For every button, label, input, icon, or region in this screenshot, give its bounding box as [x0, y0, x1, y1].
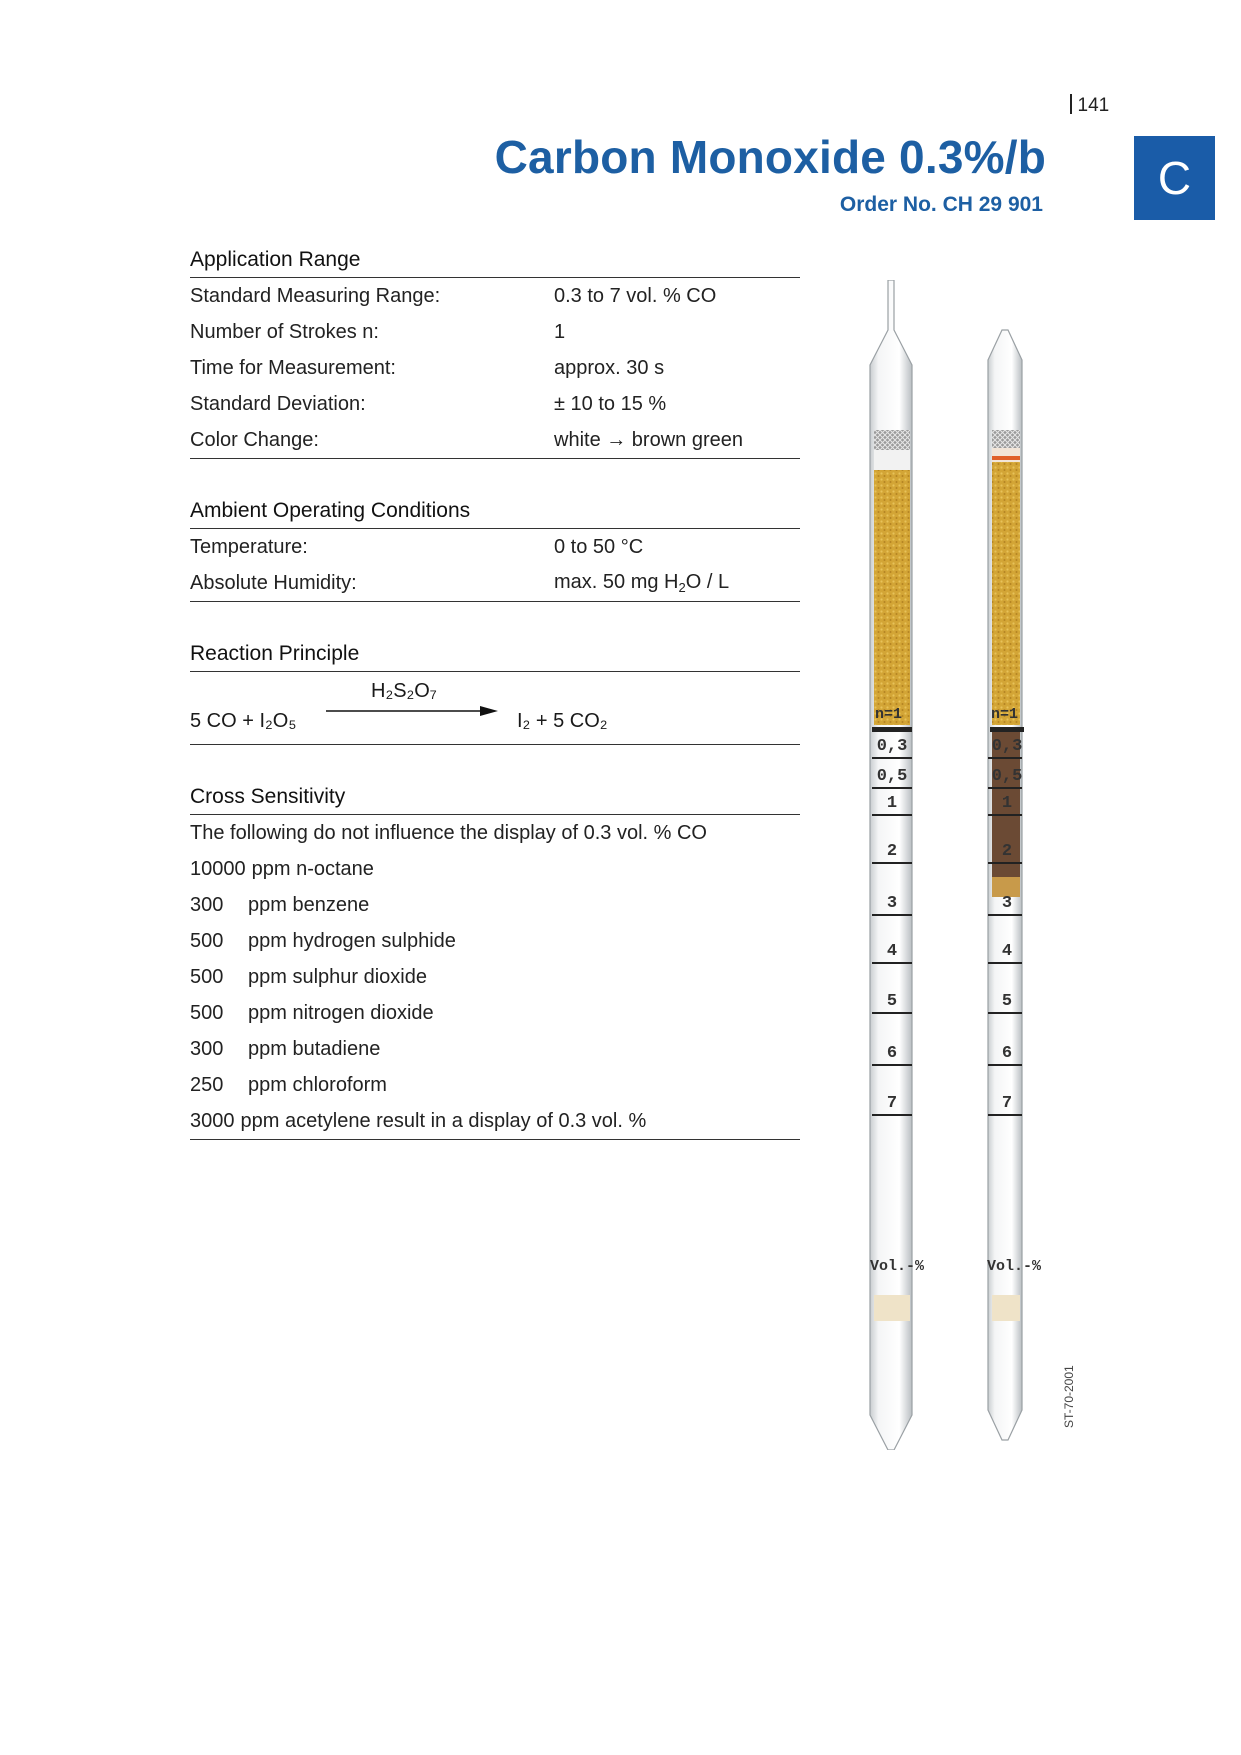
- scale-label: 0,5: [991, 767, 1023, 786]
- spec-label: Standard Deviation:: [190, 392, 366, 415]
- spec-value: 1: [554, 320, 566, 343]
- humidity-value: max. 50 mg $H_2O$ / L: [554, 571, 730, 595]
- scale-label: 5: [886, 992, 898, 1011]
- list-item: 500 ppm nitrogen dioxide: [190, 1001, 434, 1024]
- reaction-arrow-icon: [326, 704, 498, 718]
- spec-value: white → brown green: [554, 428, 743, 451]
- detector-tubes-image: [850, 280, 1080, 1450]
- spec-row: [190, 565, 800, 601]
- spec-value: ± 10 to 15 %: [554, 392, 667, 415]
- scale-label: 1: [886, 794, 898, 813]
- list-item: 10000 ppm n-octane: [190, 857, 374, 880]
- list-item: 300 ppm benzene: [190, 893, 370, 916]
- catalyst: H₂S₂O₇: [371, 680, 437, 702]
- humidity-label: Absolute Humidity:: [190, 571, 357, 594]
- scale-label: 0,3: [991, 737, 1023, 756]
- list-item: 300 ppm butadiene: [190, 1037, 381, 1060]
- scale-label: 1: [1001, 794, 1013, 813]
- spec-value: approx. 30 s: [554, 356, 665, 379]
- scale-label: 3: [886, 894, 898, 913]
- list-item: 3000 ppm acetylene result in a display of 0.3 vol. %: [190, 1109, 647, 1132]
- scale-label: 2: [1001, 842, 1013, 861]
- cross-sensitivity-list: [190, 815, 800, 1140]
- unit-label-right: Vol.-%: [987, 1258, 1042, 1275]
- reaction-equation: [190, 672, 800, 745]
- scale-label: 2: [886, 842, 898, 861]
- spec-row: [190, 314, 800, 350]
- scale-label: 6: [886, 1044, 898, 1063]
- scale-label: 5: [1001, 992, 1013, 1011]
- scale-label: 4: [1001, 942, 1013, 961]
- spec-row: [190, 422, 800, 458]
- application-range-heading: Application Range: [190, 248, 800, 278]
- scale-label: 0,3: [876, 737, 908, 756]
- spec-label: Number of Strokes n:: [190, 320, 379, 343]
- page-number: 141: [1070, 94, 1109, 117]
- list-item: 250 ppm chloroform: [190, 1073, 387, 1096]
- spec-content: [190, 248, 800, 1140]
- cross-sensitivity-intro: The following do not influence the display of 0.3 vol. % CO: [190, 821, 707, 844]
- stroke-label-right: n=1: [991, 706, 1019, 723]
- ambient-conditions-heading: Ambient Operating Conditions: [190, 499, 800, 529]
- list-item: 500 ppm hydrogen sulphide: [190, 929, 456, 952]
- reactants: 5 CO + I₂O₅: [190, 710, 297, 732]
- temperature-label: Temperature:: [190, 535, 308, 558]
- ambient-conditions-table: [190, 529, 800, 602]
- spec-label: Standard Measuring Range:: [190, 284, 441, 307]
- scale-label: 3: [1001, 894, 1013, 913]
- page-title: Carbon Monoxide 0.3%/b: [494, 131, 1046, 183]
- scale-label: 4: [886, 942, 898, 961]
- temperature-value: 0 to 50 °C: [554, 535, 644, 558]
- scale-label: 7: [1001, 1094, 1013, 1113]
- scale-label: 7: [886, 1094, 898, 1113]
- spec-row: [190, 529, 800, 565]
- spec-row: [190, 278, 800, 314]
- application-range-table: [190, 278, 800, 459]
- scale-label: 0,5: [876, 767, 908, 786]
- list-item: 500 ppm sulphur dioxide: [190, 965, 427, 988]
- spec-value: 0.3 to 7 vol. % CO: [554, 284, 717, 307]
- spec-label: Color Change:: [190, 428, 319, 451]
- spec-label: Time for Measurement:: [190, 356, 396, 379]
- scale-label: 6: [1001, 1044, 1013, 1063]
- stroke-label-left: n=1: [875, 706, 903, 723]
- unit-label-left: Vol.-%: [870, 1258, 925, 1275]
- cross-sensitivity-heading: Cross Sensitivity: [190, 785, 800, 815]
- spec-row: [190, 386, 800, 422]
- products: I₂ + 5 CO₂: [517, 710, 608, 732]
- reaction-principle-heading: Reaction Principle: [190, 642, 800, 672]
- order-number: Order No. CH 29 901: [839, 193, 1043, 216]
- image-code: ST-70-2001: [1062, 1365, 1076, 1428]
- section-tab: C: [1134, 136, 1215, 220]
- spec-row: [190, 350, 800, 386]
